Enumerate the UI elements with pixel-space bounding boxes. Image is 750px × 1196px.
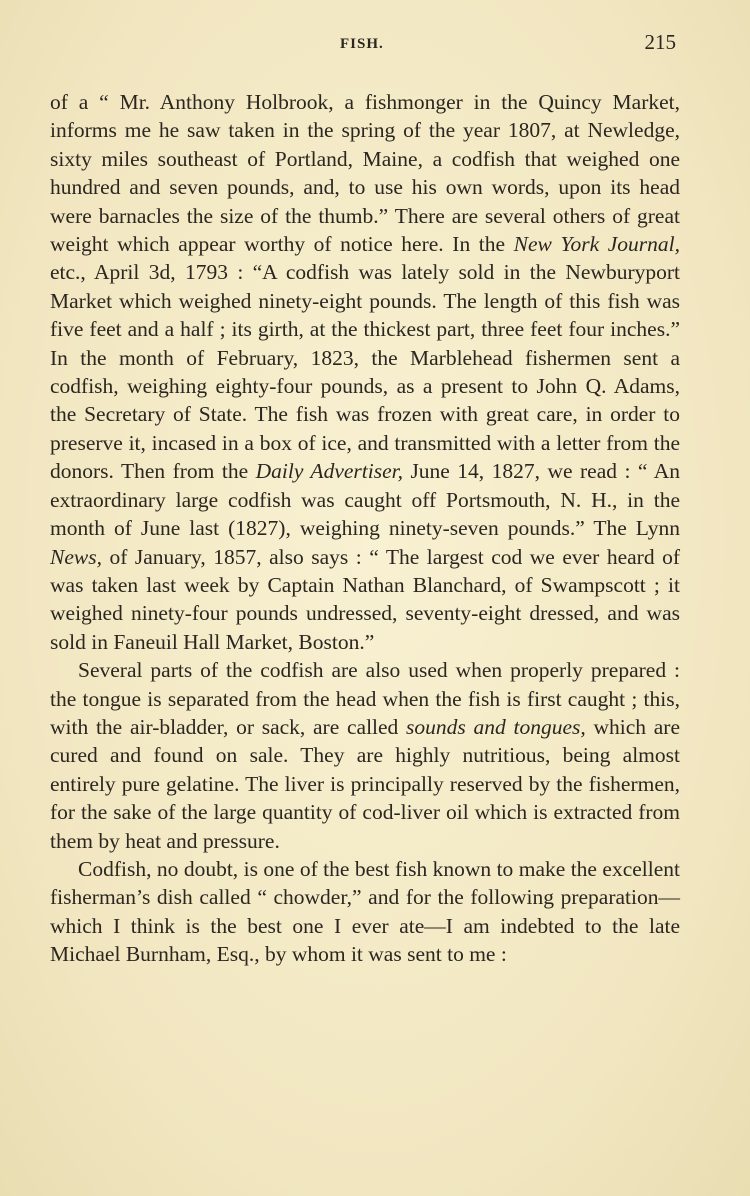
page-number: 215: [644, 30, 676, 54]
paragraph: [50, 656, 680, 855]
italic-term: sounds and tongues,: [406, 714, 586, 739]
text-run: June 14, 1827, we read : “ An extraordinary large codfish was caught off Portsmouth, N. H., in the month of June last (1827), weighing ninety-seven pounds.” The Lynn: [50, 459, 680, 541]
text-run: of January, 1857, also says : “ The largest cod we ever heard of was taken last week by Captain Nathan Blanchard, of Swampscott ; it weighed ninety-four pounds undressed, seventy-eight dressed, and was sold in Faneuil Hall Market, Boston.”: [50, 544, 680, 654]
text-run: Codfish, no doubt, is one of the best fish known to make the excellent fisherman’s dish called “ chowder,” and for the following preparation—which I think is the best one I ever ate—I am indebted to the late Michael Burnham, Esq., by whom it was sent to me :: [50, 856, 680, 967]
running-head: FISH.: [340, 36, 384, 52]
paragraph: [50, 88, 680, 656]
body-text: [50, 88, 680, 969]
text-run: which are cured and found on sale. They are highly nutritious, being almost entirely pure gelatine. The liver is principally reserved by the fishermen, for the sake of the large quantity of cod-liver oil which is extracted from them by heat and pressure.: [50, 714, 680, 853]
italic-title: Daily Advertiser,: [255, 459, 403, 484]
paragraph: [50, 855, 680, 969]
page-header: [0, 30, 750, 60]
text-run: etc., April 3d, 1793 : “A codfish was lately sold in the Newburyport Market which weighed ninety-eight pounds. The length of this fish was five feet and a half ; its girth, at the thickest part, three feet four inches.” In the month of February, 1823, the Marblehead fishermen sent a codfish, weighing eighty-four pounds, as a present to John Q. Adams, the Secretary of State. The fish was frozen with great care, in order to preserve it, incased in a box of ice, and transmitted with a letter from the donors. Then from the: [50, 260, 680, 484]
text-run: Several parts of the codfish are also used when properly prepared : the tongue is separated from the head when the fish is first caught ; this, with the air-bladder, or sack, are called: [50, 658, 680, 739]
italic-title: New York Journal,: [513, 232, 681, 257]
text-run: of a “ Mr. Anthony Holbrook, a fishmonger in the Quincy Market, informs me he saw taken in the spring of the year 1807, at Newledge, sixty miles southeast of Portland, Maine, a codfish that weighed one hundred and seven pounds, and, to use his own words, upon its head were barnacles the size of the thumb.” There are several others of great weight which appear worthy of notice here. In the: [50, 90, 680, 257]
italic-title: News,: [50, 544, 102, 569]
